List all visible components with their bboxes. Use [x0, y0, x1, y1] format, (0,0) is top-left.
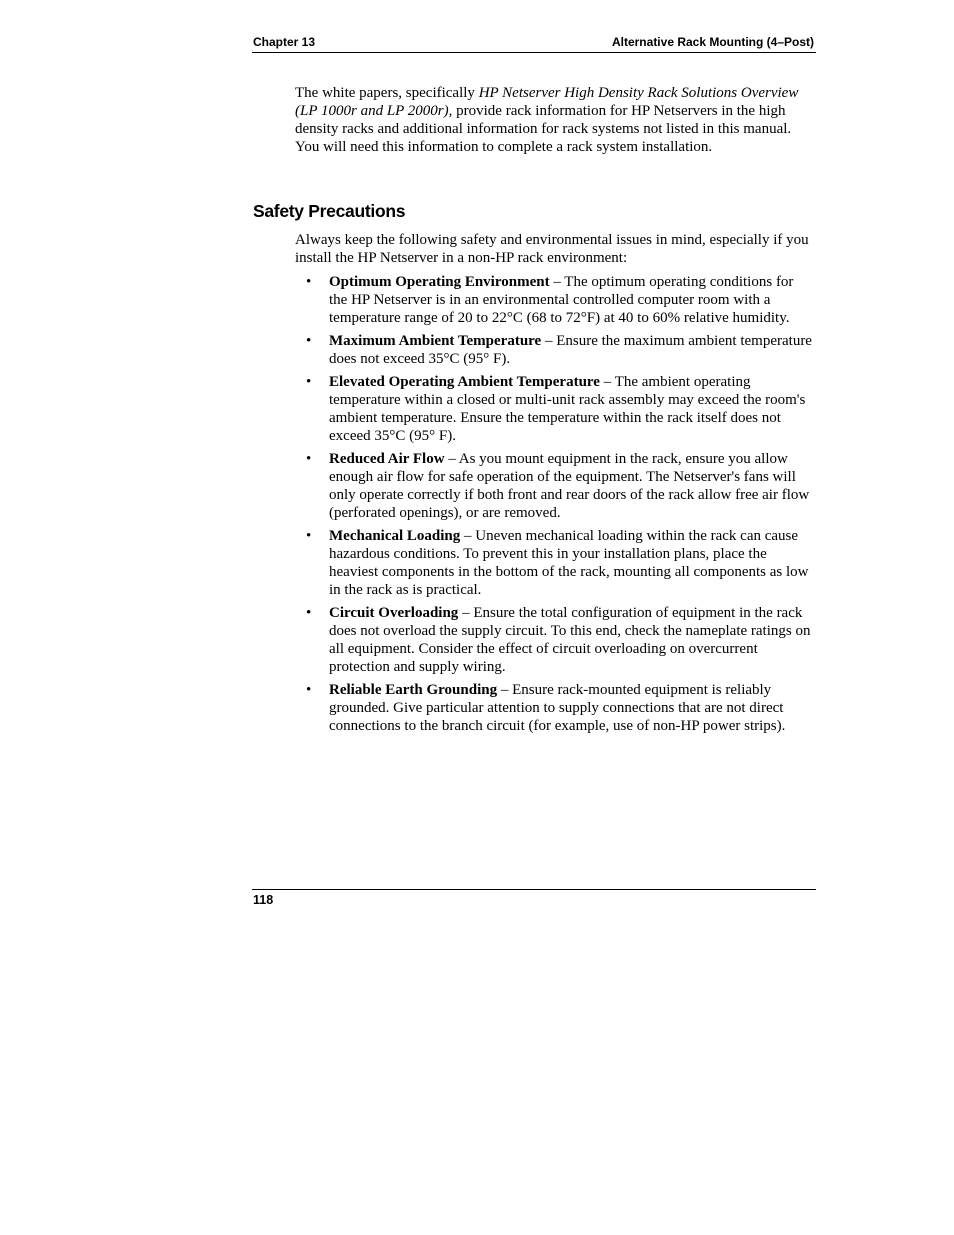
- item-term: Maximum Ambient Temperature: [329, 333, 542, 349]
- item-term: Circuit Overloading: [329, 605, 459, 621]
- bullet-icon: •: [306, 451, 312, 467]
- bullet-icon: •: [306, 605, 312, 621]
- item-term: Reduced Air Flow: [329, 451, 445, 467]
- list-item: [295, 681, 815, 735]
- list-item: [295, 373, 815, 445]
- precaution-list: [295, 273, 815, 735]
- list-item: [295, 604, 815, 676]
- intro-text-before: The white papers, specifically: [295, 85, 479, 101]
- chapter-label: Chapter 13: [253, 35, 316, 49]
- bullet-icon: •: [306, 274, 312, 290]
- bullet-icon: •: [306, 374, 312, 390]
- intro-text-after: , provide rack information for HP Netservers in the high density racks and additional information for rack systems not listed in this manual. You will need this information to complete a rack system installation.: [295, 103, 792, 155]
- item-text: – The ambient operating temperature within a closed or multi-unit rack assembly may exceed the room's ambient temperature. Ensure the temperature within the rack itself does not exceed 35°C (95° F).: [329, 374, 806, 444]
- page-header: [252, 33, 816, 53]
- page-footer: [252, 889, 816, 909]
- item-term: Mechanical Loading: [329, 528, 461, 544]
- bullet-icon: •: [306, 528, 312, 544]
- list-item: [295, 527, 815, 599]
- safety-section: [295, 231, 815, 740]
- safety-lead: Always keep the following safety and environmental issues in mind, especially if you install the HP Netserver in a non-HP rack environment:: [295, 232, 809, 266]
- chapter-title: Alternative Rack Mounting (4–Post): [611, 35, 814, 49]
- item-text: – Ensure the maximum ambient temperature does not exceed 35°C (95° F).: [329, 333, 812, 367]
- list-item: [295, 450, 815, 522]
- page-number: 118: [253, 893, 274, 907]
- white-paper-title: HP Netserver High Density Rack Solutions Overview (LP 1000r and LP 2000r): [295, 85, 799, 119]
- list-item: [295, 273, 815, 327]
- section-heading: Safety Precautions: [253, 201, 406, 221]
- item-text: – Ensure rack-mounted equipment is reliably grounded. Give particular attention to supply connections that are not direct connections to the branch circuit (for example, use of non-HP power strips).: [329, 682, 786, 734]
- item-term: Elevated Operating Ambient Temperature: [329, 374, 600, 390]
- item-text: – As you mount equipment in the rack, ensure you allow enough air flow for safe operation of the equipment. The Netserver's fans will only operate correctly if both front and rear doors of the rack allow free air flow (perforated openings), or are removed.: [329, 451, 810, 521]
- list-item: [295, 332, 815, 368]
- item-term: Reliable Earth Grounding: [329, 682, 498, 698]
- item-text: – Ensure the total configuration of equipment in the rack does not overload the supply circuit. To this end, check the nameplate ratings on all equipment. Consider the effect of circuit overloading on overcurrent protection and supply wiring.: [329, 605, 811, 675]
- bullet-icon: •: [306, 333, 312, 349]
- item-text: – Uneven mechanical loading within the rack can cause hazardous conditions. To prevent this in your installation plans, place the heaviest components in the bottom of the rack, mounting all components as low in the rack as is practical.: [329, 528, 809, 598]
- intro-paragraph: [295, 84, 815, 156]
- bullet-icon: •: [306, 682, 312, 698]
- item-term: Optimum Operating Environment: [329, 274, 550, 290]
- item-text: – The optimum operating conditions for the HP Netserver is in an environmental controlled computer room with a temperature range of 20 to 22°C (68 to 72°F) at 40 to 60% relative humidity.: [329, 274, 794, 326]
